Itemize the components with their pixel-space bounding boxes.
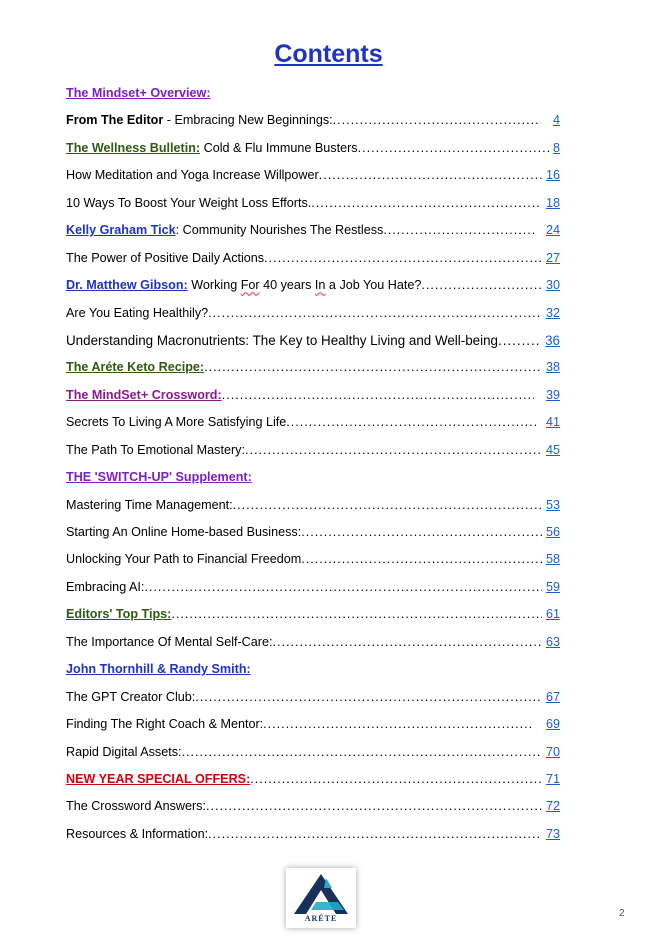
toc-entry xyxy=(66,713,560,740)
arete-logo-mark-icon xyxy=(286,868,356,918)
toc-entry xyxy=(66,274,560,301)
section-link-keto-recipe[interactable]: The Aréte Keto Recipe: xyxy=(66,360,205,375)
logo-text: ARÉTE xyxy=(304,914,338,923)
toc-section-header xyxy=(66,466,560,493)
entry-label: The GPT Creator Club: xyxy=(66,689,196,704)
section-link-special-offers[interactable]: NEW YEAR SPECIAL OFFERS: xyxy=(66,771,251,786)
entry-label: Cold & Flu Immune Busters xyxy=(200,140,358,155)
entry-label: Rapid Digital Assets: xyxy=(66,744,182,759)
page-title: Contents xyxy=(274,40,383,68)
section-link-matthew-gibson[interactable]: Dr. Matthew Gibson: xyxy=(66,278,188,293)
page-link[interactable]: 69 xyxy=(545,717,560,732)
page-link[interactable]: 41 xyxy=(545,415,560,430)
dot-leader xyxy=(421,274,542,297)
entry-label: Understanding Macronutrients: The Key to Healthy Living and Well-being xyxy=(66,332,498,348)
page-link[interactable]: 38 xyxy=(545,360,560,375)
page-link[interactable]: 63 xyxy=(545,634,560,649)
dot-leader xyxy=(182,741,542,764)
entry-label: Secrets To Living A More Satisfying Life xyxy=(66,415,287,430)
dot-leader xyxy=(358,137,549,160)
page-link[interactable]: 27 xyxy=(545,250,560,265)
toc-entry xyxy=(66,137,560,164)
toc-entry xyxy=(66,603,560,630)
toc-entry xyxy=(66,548,560,575)
dot-leader xyxy=(206,795,542,818)
page-link[interactable]: 67 xyxy=(545,689,560,704)
entry-label: : Community Nourishes The Restless xyxy=(175,223,384,238)
page-link[interactable]: 24 xyxy=(545,223,560,238)
dot-leader xyxy=(195,686,542,709)
dot-leader xyxy=(311,192,542,215)
dot-leader xyxy=(301,521,542,544)
page-link[interactable]: 59 xyxy=(545,579,560,594)
toc-section-header xyxy=(66,658,560,685)
section-link-kelly-graham-tick[interactable]: Kelly Graham Tick xyxy=(66,223,176,238)
toc-entry xyxy=(66,686,560,713)
toc-entry xyxy=(66,768,560,795)
section-link-crossword[interactable]: The MindSet+ Crossword: xyxy=(66,387,222,402)
page-link[interactable]: 58 xyxy=(545,552,560,567)
entry-label: Embracing AI: xyxy=(66,579,145,594)
page-link[interactable]: 45 xyxy=(545,442,560,457)
entry-label: Starting An Online Home-based Business: xyxy=(66,525,302,539)
toc-entry xyxy=(66,356,560,383)
dot-leader xyxy=(245,439,542,462)
dot-leader xyxy=(222,384,534,407)
toc-entry xyxy=(66,741,560,768)
page-link[interactable]: 73 xyxy=(545,826,560,841)
dot-leader xyxy=(204,356,542,379)
entry-label: Are You Eating Healthily? xyxy=(66,305,209,320)
toc-entry xyxy=(66,576,560,603)
entry-label: The Path To Emotional Mastery: xyxy=(66,442,245,457)
dot-leader xyxy=(208,302,542,325)
page-link[interactable]: 39 xyxy=(545,387,560,402)
entry-label: Finding The Right Coach & Mentor: xyxy=(66,717,264,732)
dot-leader xyxy=(272,631,542,654)
section-link-editors-top-tips[interactable]: Editors' Top Tips: xyxy=(66,607,172,622)
dot-leader xyxy=(208,823,542,846)
toc-entry xyxy=(66,411,560,438)
toc-entry xyxy=(66,384,560,411)
toc-section-header xyxy=(66,82,560,109)
entry-label: 40 years xyxy=(259,278,315,293)
entry-label: The Power of Positive Daily Actions xyxy=(66,250,265,265)
entry-label: a Job You Hate? xyxy=(325,278,422,293)
entry-label: Working xyxy=(187,278,241,293)
section-link-wellness-bulletin[interactable]: The Wellness Bulletin: xyxy=(66,140,201,155)
toc-entry xyxy=(66,302,560,329)
toc-entry xyxy=(66,521,560,548)
toc-entry xyxy=(66,494,560,521)
page-link[interactable]: 30 xyxy=(545,278,560,293)
dot-leader xyxy=(319,164,542,187)
page-link[interactable]: 18 xyxy=(545,195,560,210)
entry-label: How Meditation and Yoga Increase Willpower xyxy=(66,168,319,183)
page-link[interactable]: 53 xyxy=(545,497,560,512)
page-link[interactable]: 36 xyxy=(545,332,560,348)
section-link-mindset-overview[interactable]: The Mindset+ Overview: xyxy=(66,86,211,100)
arete-logo xyxy=(286,868,356,928)
page-link[interactable]: 56 xyxy=(545,525,560,539)
toc-entry xyxy=(66,439,560,466)
toc-entry xyxy=(66,795,560,822)
dot-leader xyxy=(263,713,532,736)
page-link[interactable]: 16 xyxy=(545,168,560,183)
dot-leader xyxy=(233,494,542,517)
toc-entry xyxy=(66,329,560,356)
dot-leader xyxy=(333,109,541,132)
page-link[interactable]: 70 xyxy=(545,744,560,759)
page-link[interactable]: 71 xyxy=(545,771,560,786)
toc-entry xyxy=(66,219,560,246)
toc-entry xyxy=(66,247,560,274)
page-link[interactable]: 61 xyxy=(545,607,560,622)
dot-leader xyxy=(250,768,542,791)
dot-leader xyxy=(286,411,536,434)
toc-entry xyxy=(66,164,560,191)
spellcheck-word: In xyxy=(314,278,326,293)
dot-leader xyxy=(498,329,541,352)
entry-label: 10 Ways To Boost Your Weight Loss Efforts. xyxy=(66,195,312,210)
dot-leader xyxy=(301,548,542,571)
toc-entry xyxy=(66,631,560,658)
toc-entry xyxy=(66,192,560,219)
dot-leader xyxy=(383,219,536,242)
toc-entry xyxy=(66,823,560,850)
page-number: 2 xyxy=(619,908,625,919)
dot-leader xyxy=(264,247,542,270)
entry-label: Unlocking Your Path to Financial Freedom xyxy=(66,552,302,567)
spellcheck-word: For xyxy=(240,278,260,293)
toc-entry xyxy=(66,109,560,136)
entry-label: The Importance Of Mental Self-Care: xyxy=(66,634,273,649)
page-link[interactable]: 8 xyxy=(552,140,560,155)
entry-label: Mastering Time Management: xyxy=(66,497,233,512)
page-link[interactable]: 72 xyxy=(545,799,560,814)
page-link[interactable]: 4 xyxy=(552,113,560,128)
section-link-switch-up[interactable]: THE 'SWITCH-UP' Supplement: xyxy=(66,470,252,485)
entry-bold-label: From The Editor xyxy=(66,113,164,128)
page-link[interactable]: 32 xyxy=(545,305,560,320)
dot-leader xyxy=(144,576,542,599)
entry-label: The Crossword Answers: xyxy=(66,799,206,814)
entry-label: Resources & Information: xyxy=(66,826,209,841)
entry-label: - Embracing New Beginnings: xyxy=(163,113,333,128)
dot-leader xyxy=(171,603,542,626)
section-link-thornhill-smith[interactable]: John Thornhill & Randy Smith: xyxy=(66,662,251,677)
table-of-contents xyxy=(66,82,560,850)
